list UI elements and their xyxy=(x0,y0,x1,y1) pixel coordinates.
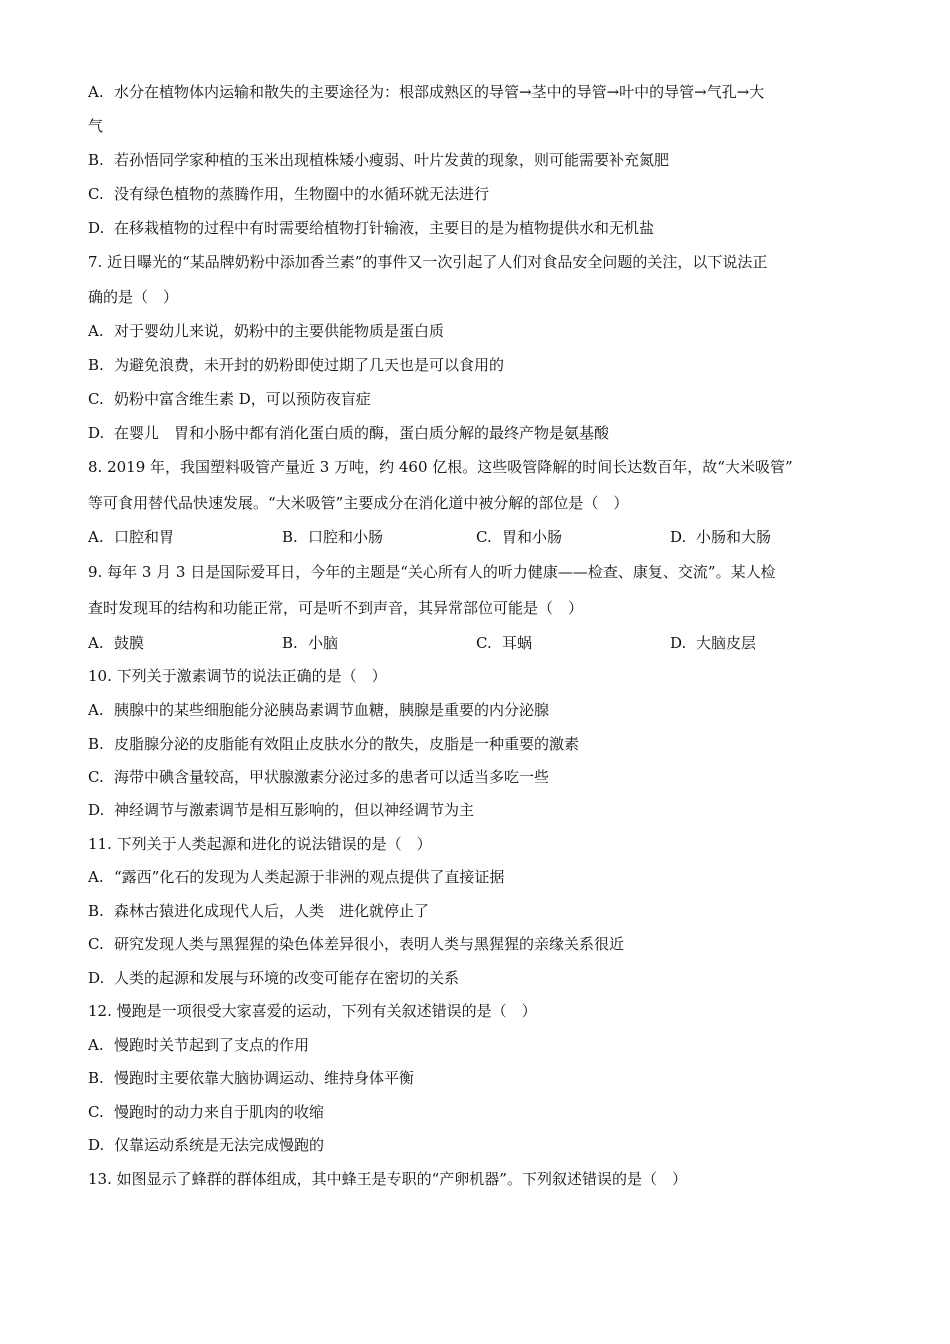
q9-option-d: D. 大脑皮层 xyxy=(670,634,757,652)
q7-option-d: D. 在婴儿 胃和小肠中都有消化蛋白质的酶，蛋白质分解的最终产物是氨基酸 xyxy=(88,424,610,442)
q7-option-c: C. 奶粉中富含维生素 D，可以预防夜盲症 xyxy=(88,390,371,408)
q11-option-c: C. 研究发现人类与黑猩猩的染色体差异很小，表明人类与黑猩猩的亲缘关系很近 xyxy=(88,935,625,953)
q9-option-c: C. 耳蜗 xyxy=(476,634,533,652)
q8-option-a: A. 口腔和胃 xyxy=(88,528,175,546)
q7-stem: 7. 近日曝光的“某品牌奶粉中添加香兰素”的事件又一次引起了人们对食品安全问题的关注，以下说法正 xyxy=(88,253,768,271)
q9-option-b: B. 小脑 xyxy=(282,634,339,652)
q6-option-a-continued: 气 xyxy=(88,117,104,135)
q7-stem-continued: 确的是（ ） xyxy=(88,288,179,306)
q9-stem-continued: 查时发现耳的结构和功能正常，可是听不到声音，其异常部位可能是（ ） xyxy=(88,599,584,617)
q6-option-d: D. 在移栽植物的过程中有时需要给植物打针输液，主要目的是为植物提供水和无机盐 xyxy=(88,219,655,237)
q12-option-d: D. 仅靠运动系统是无法完成慢跑的 xyxy=(88,1136,325,1154)
q10-option-d: D. 神经调节与激素调节是相互影响的，但以神经调节为主 xyxy=(88,801,475,819)
q12-option-b: B. 慢跑时主要依靠大脑协调运动、维持身体平衡 xyxy=(88,1069,415,1087)
q6-option-b: B. 若孙悟同学家种植的玉米出现植株矮小瘦弱、叶片发黄的现象，则可能需要补充氮肥 xyxy=(88,151,670,169)
q6-option-c: C. 没有绿色植物的蒸腾作用，生物圈中的水循环就无法进行 xyxy=(88,185,490,203)
q10-option-c: C. 海带中碘含量较高，甲状腺激素分泌过多的患者可以适当多吃一些 xyxy=(88,768,550,786)
q8-option-b: B. 口腔和小肠 xyxy=(282,528,384,546)
q10-option-b: B. 皮脂腺分泌的皮脂能有效阻止皮肤水分的散失，皮脂是一种重要的激素 xyxy=(88,735,580,753)
q12-option-a: A. 慢跑时关节起到了支点的作用 xyxy=(88,1036,310,1054)
q11-option-b: B. 森林古猿进化成现代人后，人类 进化就停止了 xyxy=(88,902,430,920)
q9-option-a: A. 鼓膜 xyxy=(88,634,145,652)
q12-stem: 12. 慢跑是一项很受大家喜爱的运动，下列有关叙述错误的是（ ） xyxy=(88,1002,537,1020)
q6-option-a: A. 水分在植物体内运输和散失的主要途径为：根部成熟区的导管→茎中的导管→叶中的导管→气孔→大 xyxy=(88,83,765,101)
q8-option-c: C. 胃和小肠 xyxy=(476,528,563,546)
q7-option-a: A. 对于婴幼儿来说，奶粉中的主要供能物质是蛋白质 xyxy=(88,322,445,340)
q10-option-a: A. 胰腺中的某些细胞能分泌胰岛素调节血糖，胰腺是重要的内分泌腺 xyxy=(88,701,550,719)
q11-option-a: A. “露西”化石的发现为人类起源于非洲的观点提供了直接证据 xyxy=(88,868,505,886)
q11-option-d: D. 人类的起源和发展与环境的改变可能存在密切的关系 xyxy=(88,969,460,987)
q7-option-b: B. 为避免浪费，未开封的奶粉即使过期了几天也是可以食用的 xyxy=(88,356,505,374)
q11-stem: 11. 下列关于人类起源和进化的说法错误的是（ ） xyxy=(88,835,432,853)
q13-stem: 13. 如图显示了蜂群的群体组成，其中蜂王是专职的“产卵机器”。下列叙述错误的是（ ） xyxy=(88,1170,687,1188)
q9-stem: 9. 每年 3 月 3 日是国际爱耳日，今年的主题是“关心所有人的听力健康——检查、康复、交流”。某人检 xyxy=(88,563,776,581)
q8-stem: 8. 2019 年，我国塑料吸管产量近 3 万吨，约 460 亿根。这些吸管降解的时间长达数百年，故“大米吸管” xyxy=(88,458,793,476)
q8-option-d: D. 小肠和大肠 xyxy=(670,528,772,546)
q8-stem-continued: 等可食用替代品快速发展。“大米吸管”主要成分在消化道中被分解的部位是（ ） xyxy=(88,494,629,512)
q12-option-c: C. 慢跑时的动力来自于肌肉的收缩 xyxy=(88,1103,325,1121)
q10-stem: 10. 下列关于激素调节的说法正确的是（ ） xyxy=(88,667,387,685)
